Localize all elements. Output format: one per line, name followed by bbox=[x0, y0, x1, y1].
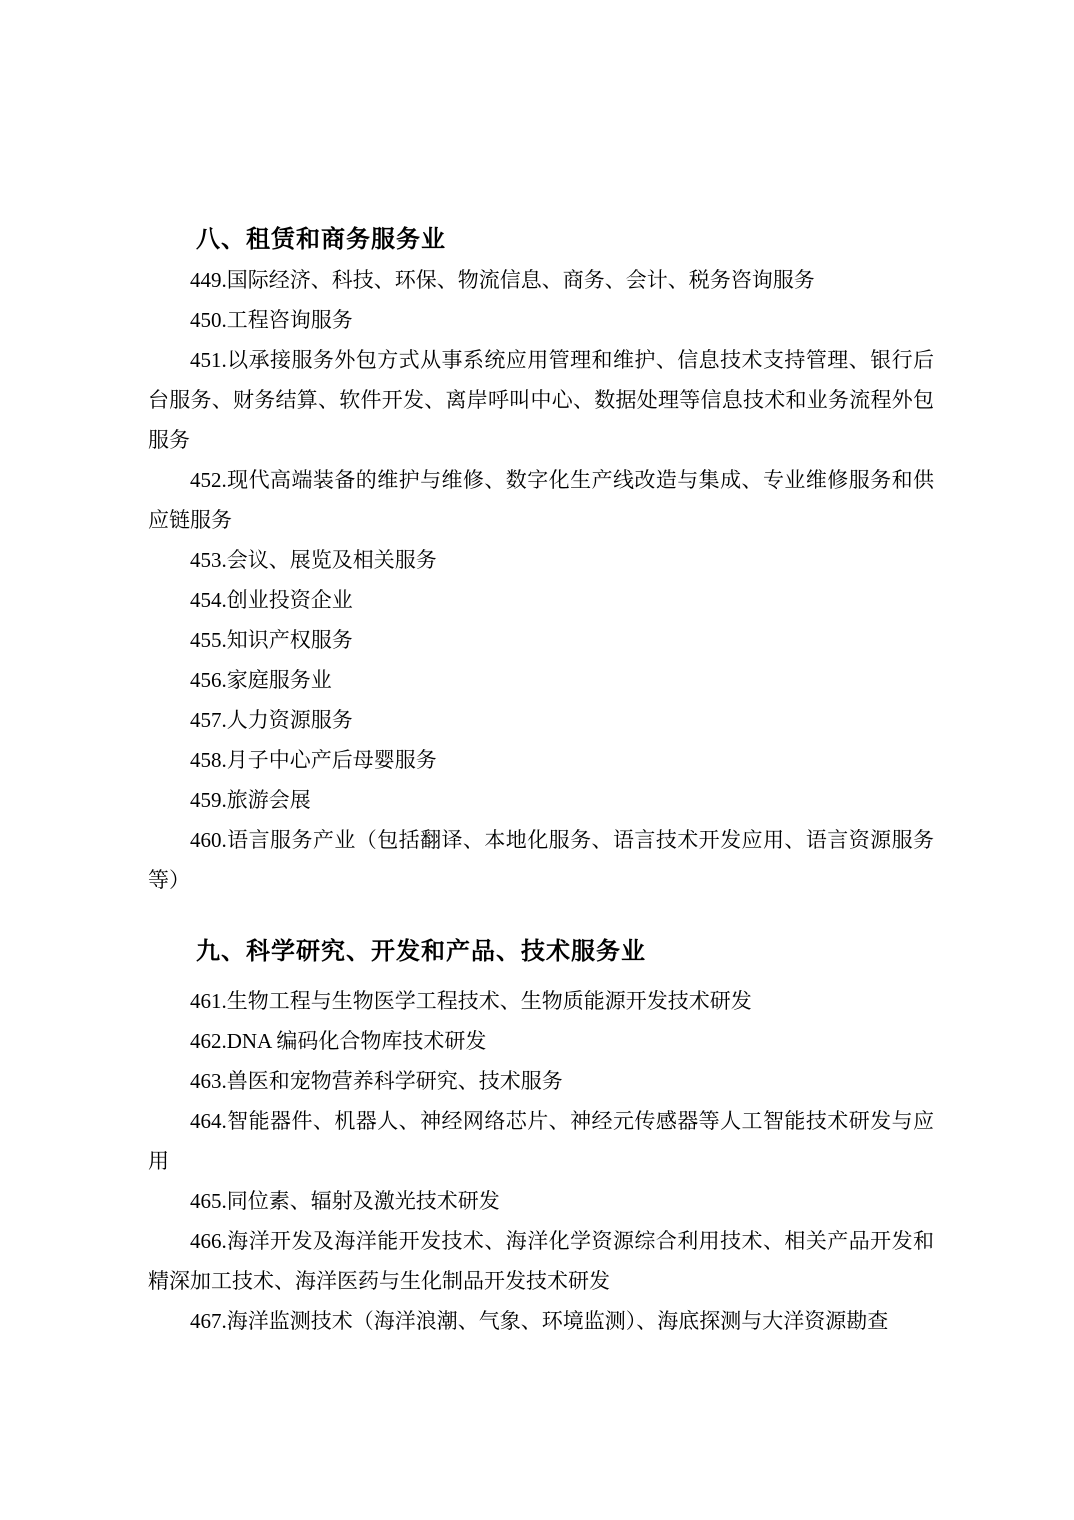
item-number: 461. bbox=[190, 989, 227, 1013]
item-number: 454. bbox=[190, 588, 227, 612]
section-leasing-and-business-services bbox=[148, 220, 934, 900]
item-text: 智能器件、机器人、神经网络芯片、神经元传感器等人工智能技术研发与应用 bbox=[148, 1109, 934, 1173]
item-number: 460. bbox=[190, 828, 227, 852]
list-item bbox=[148, 820, 934, 900]
item-text: 工程咨询服务 bbox=[226, 308, 353, 332]
item-text: 创业投资企业 bbox=[226, 588, 353, 612]
list-item bbox=[148, 1301, 934, 1341]
item-text: 月子中心产后母婴服务 bbox=[226, 748, 437, 772]
list-item bbox=[148, 620, 934, 660]
item-number: 465. bbox=[190, 1189, 227, 1213]
list-item bbox=[148, 1181, 934, 1221]
list-item bbox=[148, 1101, 934, 1181]
item-number: 449. bbox=[190, 268, 227, 292]
item-number: 464. bbox=[190, 1109, 227, 1133]
list-item bbox=[148, 260, 934, 300]
item-text: 兽医和宠物营养科学研究、技术服务 bbox=[226, 1069, 563, 1093]
item-number: 467. bbox=[190, 1309, 227, 1333]
item-text: 现代高端装备的维护与维修、数字化生产线改造与集成、专业维修服务和供应链服务 bbox=[148, 468, 934, 532]
list-item bbox=[148, 1221, 934, 1301]
item-number: 451. bbox=[190, 348, 227, 372]
list-item bbox=[148, 1061, 934, 1101]
item-number: 459. bbox=[190, 788, 227, 812]
item-number: 456. bbox=[190, 668, 227, 692]
list-item bbox=[148, 340, 934, 460]
item-number: 453. bbox=[190, 548, 227, 572]
item-number: 450. bbox=[190, 308, 227, 332]
item-number: 462. bbox=[190, 1029, 227, 1053]
list-item bbox=[148, 540, 934, 580]
item-text: 家庭服务业 bbox=[226, 668, 332, 692]
item-text: 语言服务产业（包括翻译、本地化服务、语言技术开发应用、语言资源服务等） bbox=[148, 828, 934, 892]
item-number: 457. bbox=[190, 708, 227, 732]
list-item bbox=[148, 300, 934, 340]
list-item bbox=[148, 981, 934, 1021]
item-text: 国际经济、科技、环保、物流信息、商务、会计、税务咨询服务 bbox=[226, 268, 815, 292]
item-number: 466. bbox=[190, 1229, 227, 1253]
item-text: 以承接服务外包方式从事系统应用管理和维护、信息技术支持管理、银行后台服务、财务结算、软件开发、离岸呼叫中心、数据处理等信息技术和业务流程外包服务 bbox=[148, 348, 934, 452]
item-text: 旅游会展 bbox=[226, 788, 311, 812]
item-text: 海洋开发及海洋能开发技术、海洋化学资源综合利用技术、相关产品开发和精深加工技术、海洋医药与生化制品开发技术研发 bbox=[148, 1229, 934, 1293]
item-text: 生物工程与生物医学工程技术、生物质能源开发技术研发 bbox=[226, 989, 752, 1013]
item-text: DNA 编码化合物库技术研发 bbox=[226, 1029, 487, 1053]
list-item bbox=[148, 700, 934, 740]
item-text: 知识产权服务 bbox=[226, 628, 353, 652]
item-number: 463. bbox=[190, 1069, 227, 1093]
item-number: 455. bbox=[190, 628, 227, 652]
item-text: 会议、展览及相关服务 bbox=[226, 548, 437, 572]
section-heading: 八、租赁和商务服务业 bbox=[196, 226, 446, 253]
item-text: 人力资源服务 bbox=[226, 708, 353, 732]
item-number: 458. bbox=[190, 748, 227, 772]
item-text: 同位素、辐射及激光技术研发 bbox=[226, 1189, 500, 1213]
list-item bbox=[148, 740, 934, 780]
item-number: 452. bbox=[190, 468, 227, 492]
list-item bbox=[148, 580, 934, 620]
list-item bbox=[148, 460, 934, 540]
section-scientific-research-services bbox=[148, 932, 934, 1341]
list-item bbox=[148, 780, 934, 820]
list-item bbox=[148, 1021, 934, 1061]
item-text: 海洋监测技术（海洋浪潮、气象、环境监测）、海底探测与大洋资源勘查 bbox=[226, 1309, 889, 1333]
section-heading: 九、科学研究、开发和产品、技术服务业 bbox=[196, 938, 646, 965]
list-item bbox=[148, 660, 934, 700]
